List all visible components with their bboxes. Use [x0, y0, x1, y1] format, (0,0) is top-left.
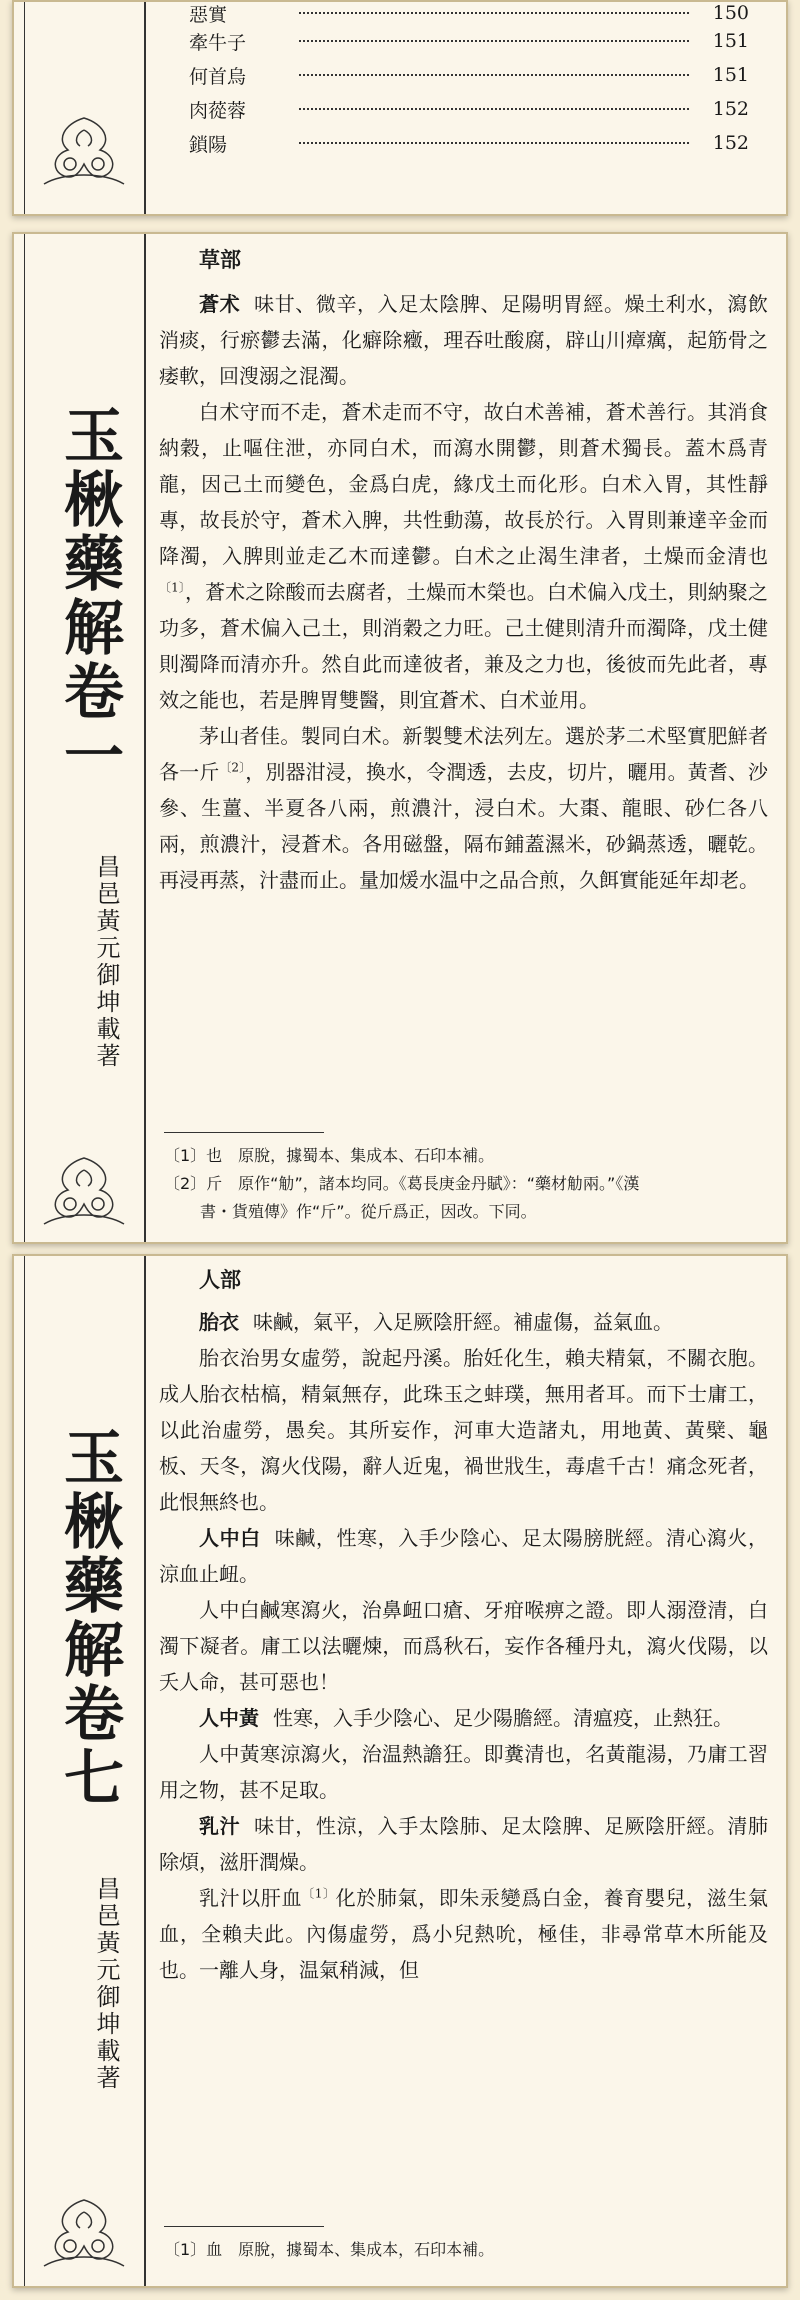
toc-name: 惡實	[189, 3, 228, 26]
cloud-ornament-icon	[34, 1154, 134, 1226]
page-toc-fragment	[12, 0, 788, 216]
main-text	[159, 1262, 768, 1988]
toc-name: 何首烏	[189, 65, 247, 88]
page-sidebar	[14, 2, 146, 214]
entry-description: 性寒，入手少陰心、足少陽膽經。清瘟疫，止熱狂。	[273, 1706, 733, 1730]
volume-title: 玉楸藥解卷一	[54, 404, 124, 788]
cloud-ornament-icon	[34, 2196, 134, 2268]
toc-leader	[299, 12, 689, 14]
entry-name: 蒼术	[199, 292, 241, 316]
toc-page: 152	[712, 132, 749, 154]
cloud-ornament-icon	[34, 114, 134, 186]
toc-name: 鎖陽	[189, 133, 228, 156]
footnote: 〔1〕血 原脫，據蜀本、集成本，石印本補。	[164, 2240, 495, 2259]
page-volume-seven	[12, 1254, 788, 2288]
footnote-rule	[164, 1132, 324, 1133]
footnote-marker: 〔2〕	[219, 760, 246, 775]
toc-page: 150	[712, 2, 749, 24]
entry-description: 味甘、微辛，入足太陰脾、足陽明胃經。燥土利水，瀉飲消痰，行瘀鬱去滿，化癖除癥，理吞吐酸腐，辟山川瘴癘，起筋骨之痿軟，回溲溺之混濁。	[159, 292, 769, 388]
entry-paragraph	[159, 286, 768, 394]
footnote-marker: 〔1〕	[159, 580, 185, 595]
toc-page: 152	[712, 98, 749, 120]
entry-name: 胎衣	[199, 1310, 239, 1334]
entry-description: 味甘，性涼，入手太陰肺、足太陰脾、足厥陰肝經。清肺除煩，滋肝潤燥。	[159, 1814, 769, 1874]
toc-row	[189, 24, 749, 58]
page-sidebar	[14, 1256, 146, 2286]
body-text: 白术守而不走，蒼术走而不守，故白术善補，蒼术善行。其消食納穀，止嘔住泄，亦同白术，而瀉水開鬱，則蒼术獨長。蓋木爲青龍，因己土而變色，金爲白虎，緣戊土而化形。白术入胃，其性靜專，故長於守，蒼术入脾，共性動蕩，故長於行。入胃則兼達辛金而降濁，入脾則並走乙木而達鬱。白术之止渴生津者，土燥而金清也	[159, 400, 768, 568]
body-text: 化於肺氣，即朱汞變爲白金，養育嬰兒，滋生氣血，全賴夫此。內傷虛勞，爲小兒熱吮，極佳，非尋常草木所能及也。一離人身，温氣稍減，但	[159, 1886, 769, 1982]
toc-leader	[299, 108, 689, 110]
sidebar-rule	[24, 1256, 25, 2286]
main-text	[159, 242, 768, 898]
footnote: 〔1〕也 原脫，據蜀本、集成本、石印本補。	[164, 1146, 495, 1165]
entry-name: 人中黃	[199, 1706, 259, 1730]
section-heading: 草部	[199, 247, 241, 272]
body-paragraph: 人中黃寒涼瀉火，治温熱譫狂。即糞清也，名黃龍湯，乃庸工習用之物，甚不足取。	[159, 1742, 768, 1802]
toc-leader	[299, 40, 689, 42]
footnote-rule	[164, 2226, 324, 2227]
entry-paragraph	[159, 1520, 768, 1592]
toc-leader	[299, 142, 689, 144]
toc-row	[189, 92, 749, 126]
body-paragraph	[159, 394, 768, 718]
author-line: 昌邑黃元御坤載著	[92, 1876, 120, 2092]
footnotes	[164, 2236, 766, 2264]
toc-row	[189, 2, 749, 24]
toc-page: 151	[712, 30, 749, 52]
body-text: ，別器泔浸，換水，令潤透，去皮，切片，曬用。黃耆、沙參、生薑、半夏各八兩，煎濃汁，浸白术。大棗、龍眼、砂仁各八兩，煎濃汁，浸蒼术。各用磁盤，隔布鋪蓋濕米，砂鍋蒸透，曬乾。再浸再蒸，汁盡而止。量加煖水温中之品合煎，久餌實能延年却老。	[159, 760, 769, 892]
page-volume-one	[12, 232, 788, 1244]
author-line: 昌邑黃元御坤載著	[92, 854, 120, 1070]
entry-description: 味鹹，氣平，入足厥陰肝經。補虛傷，益氣血。	[253, 1310, 673, 1334]
page-sidebar	[14, 234, 146, 1242]
entry-name: 人中白	[199, 1526, 261, 1550]
body-text: ，蒼术之除酸而去腐者，土燥而木榮也。白术偏入戊土，則納聚之功多，蒼术偏入己土，則消穀之力旺。己土健則清升而濁降，戊土健則濁降而清亦升。然自此而達彼者，兼及之力也，後彼而先此者，專效之能也，若是脾胃雙醫，則宜蒼术、白术並用。	[159, 580, 769, 712]
entry-paragraph	[159, 1304, 768, 1340]
footnotes	[164, 1142, 766, 1226]
toc-list	[189, 2, 749, 160]
toc-page: 151	[712, 64, 749, 86]
toc-leader	[299, 74, 689, 76]
toc-row	[189, 126, 749, 160]
toc-row	[189, 58, 749, 92]
footnote: 〔2〕斤 原作“觔”，諸本均同。《葛長庚金丹賦》：“藥材觔兩。”《漢	[164, 1174, 640, 1193]
entry-description: 味鹹，性寒，入手少陰心、足太陽膀胱經。清心瀉火，涼血止衄。	[159, 1526, 769, 1586]
toc-name: 肉蓯蓉	[189, 99, 247, 122]
body-paragraph	[159, 1880, 768, 1988]
body-paragraph	[159, 718, 768, 898]
footnote-marker: 〔1〕	[302, 1886, 336, 1901]
sidebar-rule	[24, 2, 25, 214]
footnote: 書・貨殖傳》作“斤”。從斤爲正，因改。下同。	[200, 1202, 537, 1221]
entry-name: 乳汁	[199, 1814, 241, 1838]
sidebar-rule	[24, 234, 25, 1242]
volume-title: 玉楸藥解卷七	[54, 1426, 124, 1810]
body-text: 乳汁以肝血	[199, 1886, 303, 1910]
entry-paragraph	[159, 1700, 768, 1736]
entry-paragraph	[159, 1808, 768, 1880]
body-paragraph: 胎衣治男女虛勞，說起丹溪。胎妊化生，賴夫精氣，不關衣胞。成人胎衣枯槁，精氣無存，此珠玉之蚌璞，無用者耳。而下士庸工，以此治虛勞，愚矣。其所妄作，河車大造諸丸，用地黃、黃檗、龜板、天冬，瀉火伐陽，辭人近鬼，禍世戕生，毒虐千古！痛念死者，此恨無終也。	[159, 1346, 768, 1514]
section-heading: 人部	[199, 1267, 241, 1292]
body-paragraph: 人中白鹹寒瀉火，治鼻衄口瘡、牙疳喉痹之證。即人溺澄清，白濁下凝者。庸工以法曬煉，而爲秋石，妄作各種丹丸，瀉火伐陽，以夭人命，甚可惡也！	[159, 1598, 768, 1694]
toc-name: 牽牛子	[189, 31, 247, 54]
body-text: 茅山者佳。製同白术。新製雙术法列左。選於茅二术堅實肥鮮者各一斤	[159, 724, 768, 784]
